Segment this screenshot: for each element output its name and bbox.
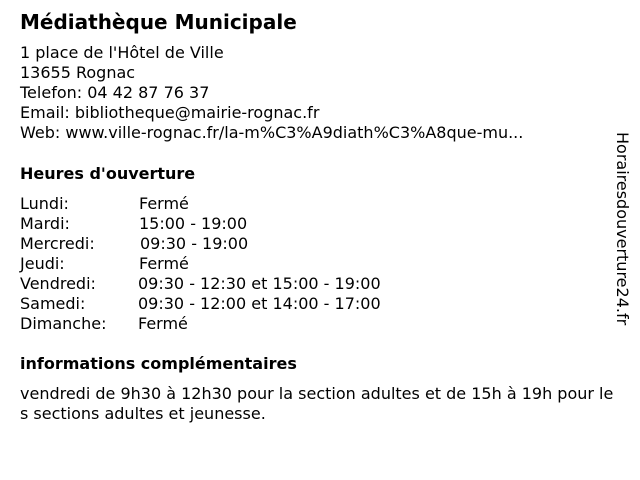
time-value: Fermé bbox=[139, 254, 189, 273]
address-block bbox=[20, 43, 523, 143]
info-heading: informations complémentaires bbox=[20, 354, 297, 373]
hours-heading: Heures d'ouverture bbox=[20, 164, 196, 183]
web-line: Web: www.ville-rognac.fr/la-m%C3%A9diath%C3%A8que-mu... bbox=[20, 123, 524, 142]
day-label: Mercredi: bbox=[20, 234, 95, 253]
day-label: Vendredi: bbox=[20, 274, 96, 293]
day-label: Dimanche: bbox=[20, 314, 107, 333]
day-label: Mardi: bbox=[20, 214, 70, 233]
day-label: Lundi: bbox=[20, 194, 69, 213]
time-value: Fermé bbox=[138, 314, 188, 333]
day-label: Jeudi: bbox=[20, 254, 65, 273]
day-label: Samedi: bbox=[20, 294, 86, 313]
phone-line: Telefon: 04 42 87 76 37 bbox=[20, 83, 210, 102]
time-value: 09:30 - 12:30 et 15:00 - 19:00 bbox=[138, 274, 381, 293]
address-city: 13655 Rognac bbox=[20, 63, 136, 82]
address-street: 1 place de l'Hôtel de Ville bbox=[20, 43, 224, 62]
info-text: vendredi de 9h30 à 12h30 pour la section adultes et de 15h à 19h pour les sections adultes et jeunesse. bbox=[20, 384, 614, 423]
time-value: 09:30 - 19:00 bbox=[140, 234, 249, 253]
time-value: 15:00 - 19:00 bbox=[139, 214, 248, 233]
site-watermark: Horairesdouverture24.fr bbox=[613, 132, 632, 326]
time-value: Fermé bbox=[139, 194, 189, 213]
place-name: Médiathèque Municipale bbox=[20, 10, 297, 34]
time-value: 09:30 - 12:00 et 14:00 - 17:00 bbox=[138, 294, 381, 313]
email-line: Email: bibliotheque@mairie-rognac.fr bbox=[20, 103, 320, 122]
